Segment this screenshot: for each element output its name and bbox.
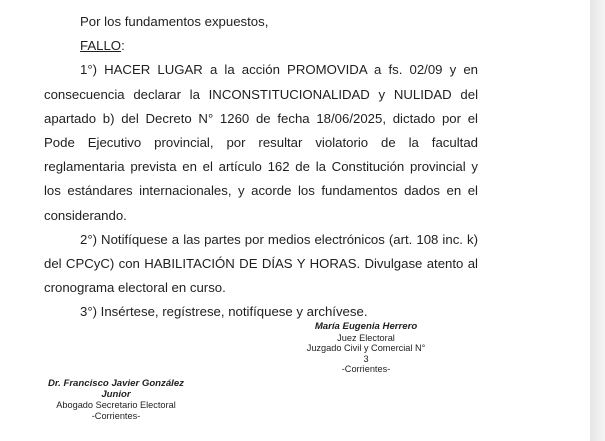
p1-line-5: reglamentaria prevista en el artículo 162 de la Constitución provincial y [44, 159, 478, 175]
p1-line-7: considerando. [44, 207, 127, 223]
p1-line-6: los estándares internacionales, y acorde los fundamentos dados en el [44, 183, 478, 199]
judge-court: Juzgado Civil y Comercial N° [306, 343, 426, 354]
p1-line-4: Pode Ejecutivo provincial, por resultar violatorio de la facultad [44, 135, 478, 151]
secretary-signature-block [36, 379, 196, 421]
ruling-body [44, 10, 478, 325]
judge-court-number: 3 [363, 353, 369, 364]
fallo-heading [44, 34, 478, 58]
judge-name: María Eugenia Herrero [314, 321, 418, 332]
intro-line: Por los fundamentos expuestos, [80, 14, 269, 29]
fallo-colon: : [121, 38, 125, 54]
p2-line-1: 2°) Notifíquese a las partes por medios electrónicos (art. 108 inc. k) [80, 231, 478, 247]
p1-line-2: consecuencia declarar la INCONSTITUCIONALIDAD y NULIDAD del [44, 86, 478, 102]
p3-line: 3°) Insértese, regístrese, notifíquese y archívese. [80, 304, 368, 320]
judge-signature-block [286, 322, 446, 375]
judge-title: Juez Electoral [337, 332, 395, 343]
p2-line-2: del CPCyC) con HABILITACIÓN DE DÍAS Y HORAS. Divulgase atento al [44, 256, 478, 272]
p1-line-3: apartado b) del Decreto N° 1260 de fecha 18/06/2025, dictado por el [44, 110, 478, 126]
page-edge [590, 0, 605, 441]
secretary-location: -Corrientes- [91, 410, 141, 421]
p2-line-3: cronograma electoral en curso. [44, 280, 226, 296]
fallo-label: FALLO [80, 38, 122, 54]
judge-location: -Corrientes- [341, 364, 391, 375]
secretary-name: Dr. Francisco Javier González [48, 378, 184, 389]
p1-line-1: 1°) HACER LUGAR a la acción PROMOVIDA a fs. 02/09 y en [80, 62, 478, 78]
secretary-title: Abogado Secretario Electoral [56, 400, 176, 411]
secretary-name-line-2: Junior [101, 388, 131, 400]
